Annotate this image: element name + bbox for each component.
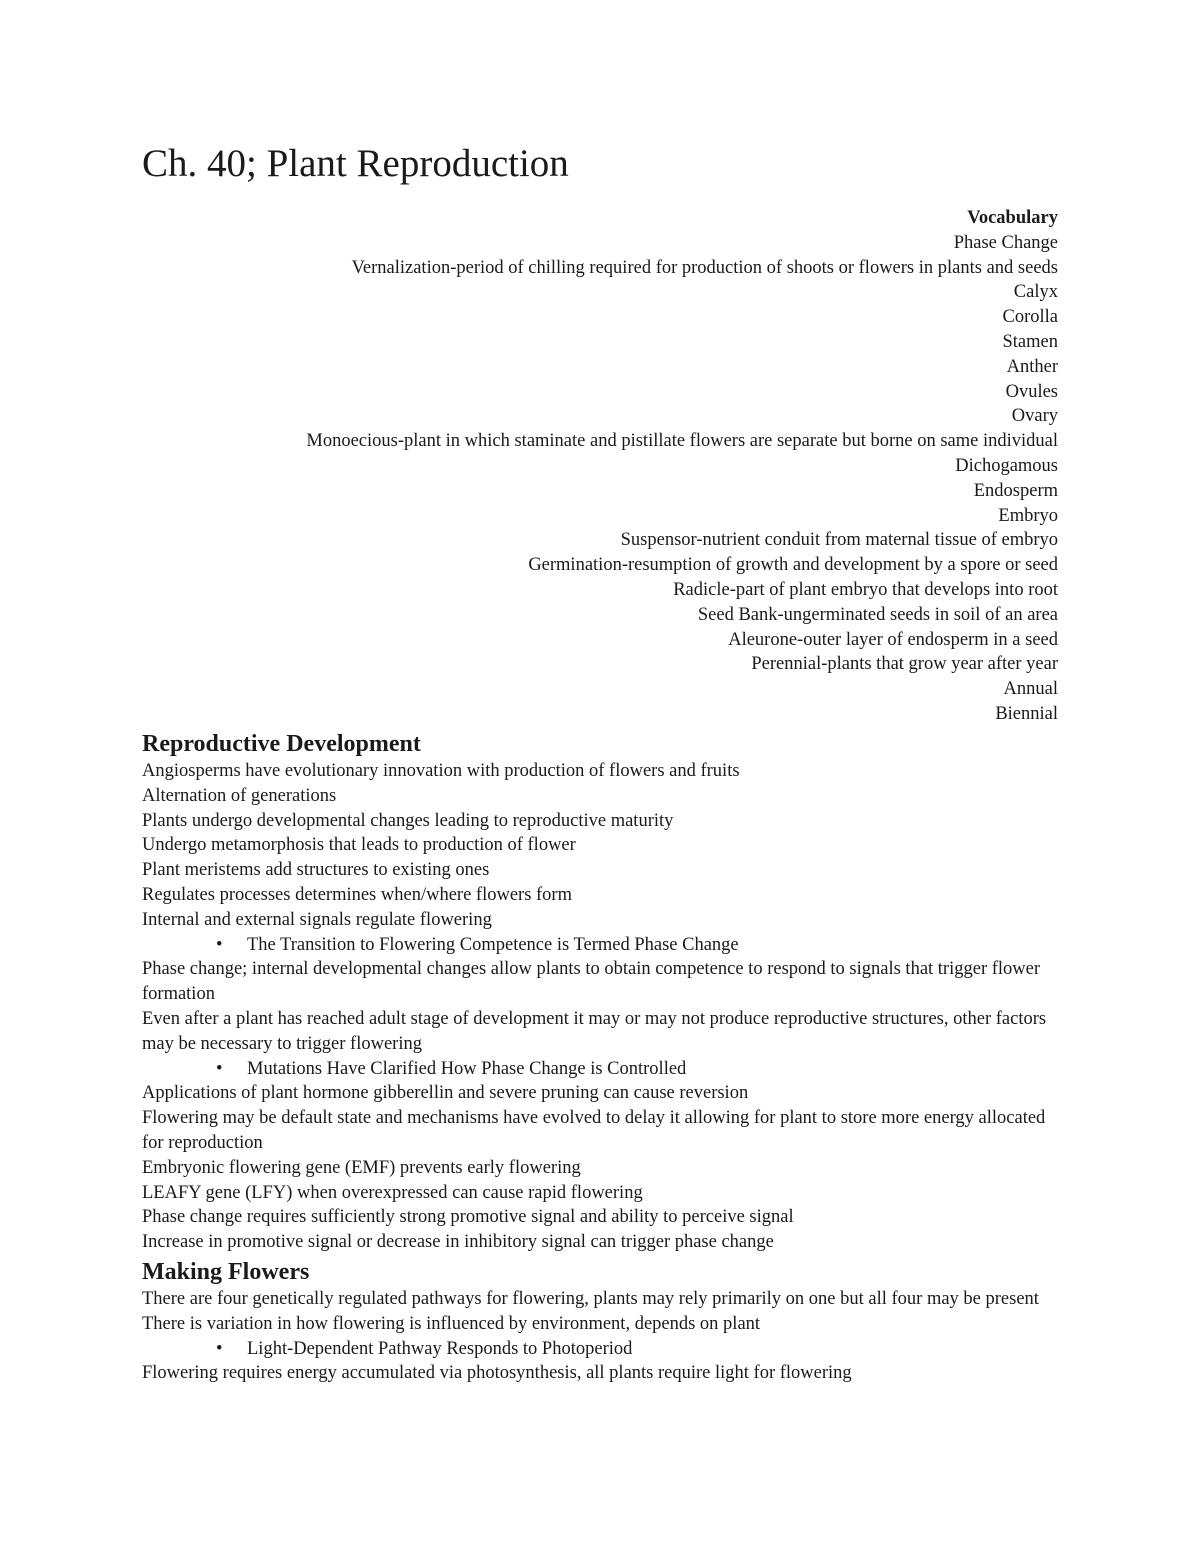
bullet-icon: •: [216, 1058, 223, 1079]
vocab-item: Ovules: [1005, 381, 1058, 402]
body-line: Even after a plant has reached adult stage of development it may or may not produce reproductive structures, other factors may be necessary to trigger flowering: [142, 1008, 1047, 1054]
reproductive-development-section: [142, 729, 1062, 1255]
vocab-item: Stamen: [1002, 331, 1058, 352]
bullet-item: [142, 1337, 1062, 1362]
body-line: Flowering requires energy accumulated via photosynthesis, all plants require light for flowering: [142, 1363, 852, 1384]
body-line: There are four genetically regulated pathways for flowering, plants may rely primarily on one but all four may be present: [142, 1289, 1039, 1309]
body-line: Applications of plant hormone gibberellin and severe pruning can cause reversion: [142, 1083, 749, 1104]
vocab-item: Endosperm: [973, 480, 1058, 501]
vocab-item: Germination-resumption of growth and development by a spore or seed: [528, 555, 1058, 576]
body-line: Internal and external signals regulate flowering: [142, 909, 492, 930]
section-heading: Reproductive Development: [142, 731, 421, 757]
body-line: Phase change requires sufficiently strong promotive signal and ability to perceive signal: [142, 1207, 794, 1228]
page-title: Ch. 40; Plant Reproduction: [142, 142, 569, 185]
body-line: Alternation of generations: [142, 785, 337, 806]
body-line: There is variation in how flowering is influenced by environment, depends on plant: [142, 1313, 761, 1334]
body-line: Undergo metamorphosis that leads to production of flower: [142, 835, 576, 856]
vocab-item: Calyx: [1013, 282, 1058, 303]
vocab-item: Biennial: [995, 703, 1058, 724]
body-line: Regulates processes determines when/where flowers form: [142, 884, 572, 905]
body-line: Flowering may be default state and mechanisms have evolved to delay it allowing for plant to store more energy allocated for reproduction: [142, 1108, 1046, 1153]
vocab-item: Phase Change: [953, 232, 1058, 253]
bullet-text: The Transition to Flowering Competence is Termed Phase Change: [247, 934, 739, 955]
body-line: Angiosperms have evolutionary innovation with production of flowers and fruits: [142, 761, 740, 781]
vocab-item: Ovary: [1011, 406, 1058, 427]
bullet-item: [142, 1057, 1062, 1082]
section-heading: Making Flowers: [142, 1259, 310, 1285]
bullet-item: [142, 933, 1062, 958]
bullet-text: Mutations Have Clarified How Phase Change is Controlled: [247, 1058, 687, 1079]
vocabulary-list: [118, 206, 1058, 727]
body-line: Phase change; internal developmental changes allow plants to obtain competence to respond to signals that trigger flower formation: [142, 959, 1041, 1005]
vocab-item: Dichogamous: [955, 455, 1058, 476]
body-line: Plant meristems add structures to existing ones: [142, 860, 490, 881]
vocab-item: Embryo: [998, 505, 1058, 526]
bullet-icon: •: [216, 1338, 223, 1359]
vocab-item: Aleurone-outer layer of endosperm in a seed: [728, 629, 1058, 650]
vocabulary-heading: Vocabulary: [967, 208, 1058, 228]
body-line: Plants undergo developmental changes leading to reproductive maturity: [142, 810, 674, 831]
vocab-item: Perennial-plants that grow year after year: [751, 654, 1058, 675]
vocab-item: Monoecious-plant in which staminate and pistillate flowers are separate but borne on same individual: [306, 431, 1058, 452]
vocab-item: Seed Bank-ungerminated seeds in soil of an area: [697, 604, 1058, 625]
vocab-item: Vernalization-period of chilling required for production of shoots or flowers in plants and seeds: [351, 257, 1058, 278]
bullet-icon: •: [216, 934, 223, 955]
body-line: Increase in promotive signal or decrease in inhibitory signal can trigger phase change: [142, 1232, 774, 1253]
body-line: LEAFY gene (LFY) when overexpressed can cause rapid flowering: [142, 1182, 643, 1203]
bullet-text: Light-Dependent Pathway Responds to Photoperiod: [247, 1338, 633, 1359]
vocab-item: Anther: [1006, 356, 1058, 377]
vocab-item: Annual: [1003, 679, 1058, 700]
body-line: Embryonic flowering gene (EMF) prevents early flowering: [142, 1157, 581, 1178]
vocab-item: Radicle-part of plant embryo that develops into root: [673, 579, 1058, 600]
making-flowers-section: [142, 1257, 1062, 1386]
vocab-item: Suspensor-nutrient conduit from maternal tissue of embryo: [620, 530, 1058, 551]
vocab-item: Corolla: [1002, 307, 1058, 328]
